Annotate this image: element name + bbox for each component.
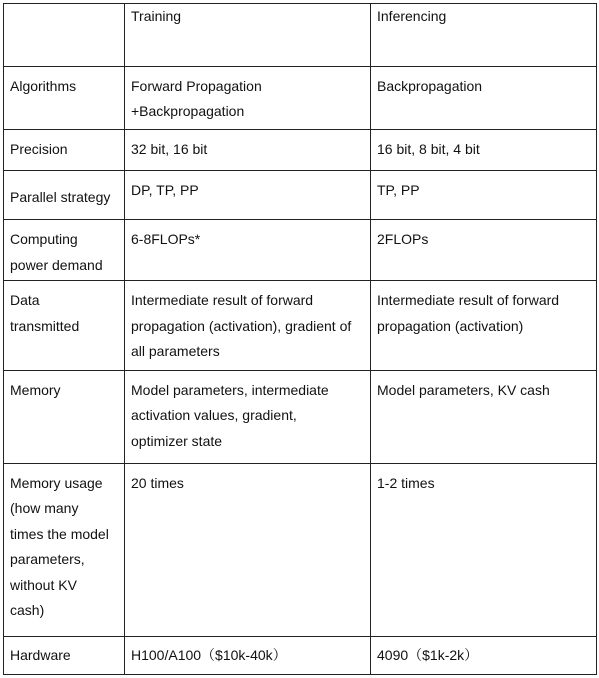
row-label: Computing power demand — [4, 220, 125, 281]
inferencing-cell: Backpropagation — [371, 66, 597, 129]
table-row — [4, 636, 597, 674]
row-label: Memory — [4, 370, 125, 463]
comparison-table — [3, 3, 597, 675]
training-cell: H100/A100（$10k-40k） — [125, 636, 371, 674]
inferencing-cell: 1-2 times — [371, 463, 597, 636]
header-inferencing: Inferencing — [371, 4, 597, 67]
inferencing-cell: Intermediate result of forward propagation (activation) — [371, 281, 597, 371]
row-label: Memory usage (how many times the model parameters, without KV cash) — [4, 463, 125, 636]
inferencing-cell: 2FLOPs — [371, 220, 597, 281]
training-cell: Model parameters, intermediate activation values, gradient, optimizer state — [125, 370, 371, 463]
training-cell: Intermediate result of forward propagation (activation), gradient of all parameters — [125, 281, 371, 371]
training-cell: 20 times — [125, 463, 371, 636]
row-label: Hardware — [4, 636, 125, 674]
table-row — [4, 66, 597, 129]
training-cell: Forward Propagation +Backpropagation — [125, 66, 371, 129]
row-label: Precision — [4, 129, 125, 170]
header-corner-cell — [4, 4, 125, 67]
table-header-row — [4, 4, 597, 67]
table-row — [4, 129, 597, 170]
row-label: Parallel strategy — [4, 170, 125, 219]
row-label: Data transmitted — [4, 281, 125, 371]
inferencing-cell: 16 bit, 8 bit, 4 bit — [371, 129, 597, 170]
table-row — [4, 220, 597, 281]
training-cell: DP, TP, PP — [125, 170, 371, 219]
row-label: Algorithms — [4, 66, 125, 129]
inferencing-cell: 4090（$1k-2k） — [371, 636, 597, 674]
table-row — [4, 281, 597, 371]
inferencing-cell: Model parameters, KV cash — [371, 370, 597, 463]
training-cell: 6-8FLOPs* — [125, 220, 371, 281]
training-cell: 32 bit, 16 bit — [125, 129, 371, 170]
table-row — [4, 170, 597, 219]
header-training: Training — [125, 4, 371, 67]
table-row — [4, 463, 597, 636]
table-row — [4, 370, 597, 463]
inferencing-cell: TP, PP — [371, 170, 597, 219]
